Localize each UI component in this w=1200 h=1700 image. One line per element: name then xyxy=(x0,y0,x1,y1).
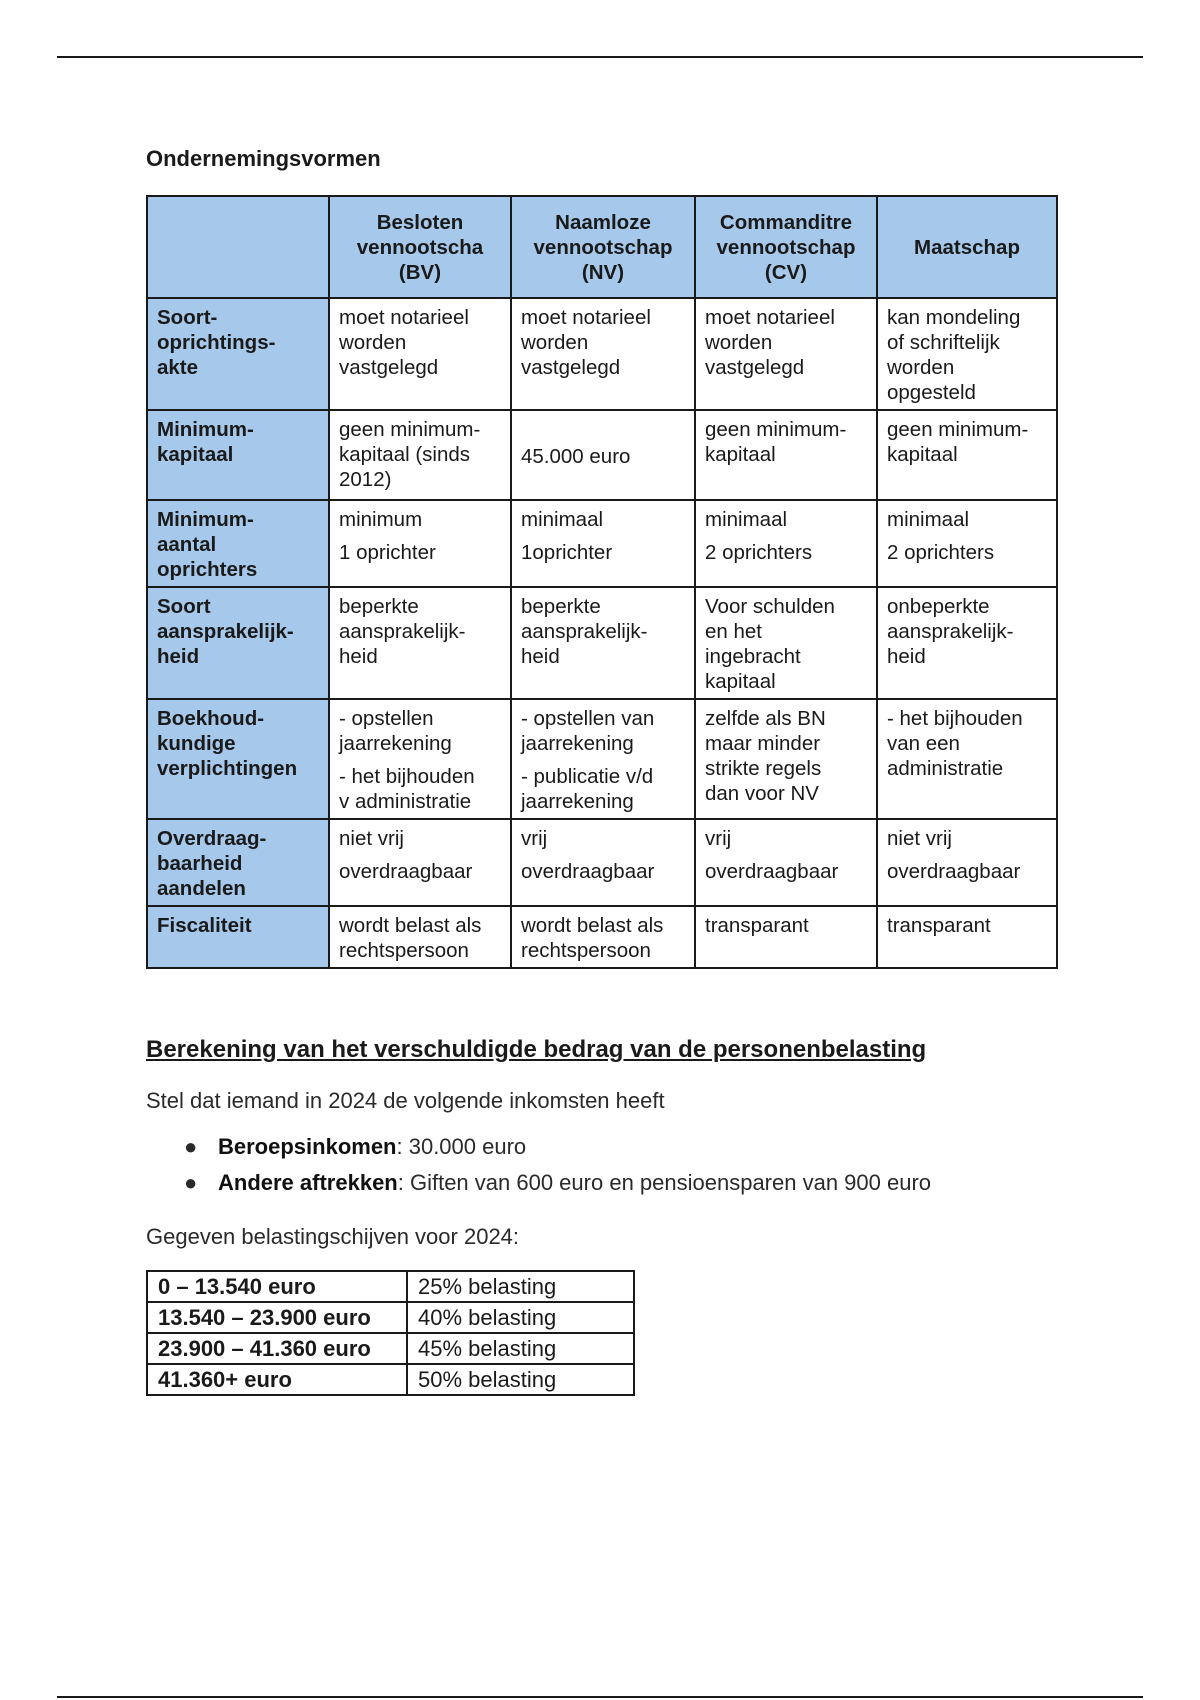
cell-text: - het bijhouden xyxy=(887,707,1023,730)
cell-text: vastgelegd xyxy=(521,356,621,379)
table-cell xyxy=(877,500,1057,587)
bottom-rule xyxy=(57,1696,1143,1698)
cell-text: 2012) xyxy=(339,468,392,491)
bracket-rate: 25% belasting xyxy=(407,1271,634,1302)
cell-text: kan mondeling xyxy=(887,306,1021,329)
row-header xyxy=(147,587,329,699)
bullet-icon: ● xyxy=(184,1170,198,1195)
table-cell xyxy=(511,819,695,906)
cell-text: heid xyxy=(887,645,926,668)
table-row xyxy=(147,819,1057,906)
calc-title: Berekening van het verschuldigde bedrag van de personenbelasting xyxy=(146,1036,927,1063)
table-row xyxy=(147,587,1057,699)
column-header-line: (CV) xyxy=(764,260,808,284)
column-header-line: Naamloze xyxy=(555,210,651,234)
cell-text: van een xyxy=(887,732,960,755)
cell-text: overdraagbaar xyxy=(887,860,1021,883)
table-cell xyxy=(695,500,877,587)
cell-text: transparant xyxy=(705,914,809,937)
row-header-line: Soort- xyxy=(157,306,218,329)
row-header-line: oprichters xyxy=(157,558,258,581)
cell-text: worden xyxy=(887,356,955,379)
cell-text: 2 oprichters xyxy=(887,541,995,564)
row-header-line: Boekhoud- xyxy=(157,707,265,730)
column-header xyxy=(329,196,511,298)
table-cell xyxy=(329,410,511,500)
cell-text: vastgelegd xyxy=(339,356,439,379)
cell-text: 2 oprichters xyxy=(705,541,813,564)
cell-text: worden xyxy=(339,331,407,354)
table-row xyxy=(147,1302,634,1333)
table-row xyxy=(147,906,1057,968)
table-cell xyxy=(329,587,511,699)
row-header-line: kundige xyxy=(157,732,236,755)
cell-text: - opstellen van xyxy=(521,707,655,730)
bullet-term: Andere aftrekken xyxy=(218,1170,398,1195)
cell-text: 1 oprichter xyxy=(339,541,436,564)
column-header xyxy=(877,196,1057,298)
row-header xyxy=(147,500,329,587)
bracket-rate: 40% belasting xyxy=(407,1302,634,1333)
table-cell xyxy=(511,699,695,819)
bracket-rate: 50% belasting xyxy=(407,1364,634,1395)
cell-text: moet notarieel xyxy=(705,306,835,329)
bracket-range: 0 – 13.540 euro xyxy=(147,1271,407,1302)
bracket-range: 13.540 – 23.900 euro xyxy=(147,1302,407,1333)
cell-text: minimaal xyxy=(705,508,788,531)
row-header xyxy=(147,410,329,500)
table-row xyxy=(147,298,1057,410)
table-cell xyxy=(877,906,1057,968)
cell-text: kapitaal xyxy=(887,443,958,466)
cell-text: vrij xyxy=(521,827,548,850)
cell-text: worden xyxy=(521,331,589,354)
row-header xyxy=(147,699,329,819)
table-cell xyxy=(329,298,511,410)
table-cell xyxy=(329,699,511,819)
cell-text: administratie xyxy=(887,757,1004,780)
cell-text: geen minimum- xyxy=(705,418,847,441)
column-header-line: Commanditre xyxy=(719,210,853,234)
cell-text: wordt belast als xyxy=(339,914,482,937)
cell-text: strikte regels xyxy=(705,757,822,780)
cell-text: geen minimum- xyxy=(887,418,1029,441)
table-cell xyxy=(695,410,877,500)
table-cell xyxy=(695,298,877,410)
forms-header-row xyxy=(147,196,1057,298)
cell-text: aansprakelijk- xyxy=(887,620,1014,643)
list-item xyxy=(146,1170,931,1206)
column-header-line: Besloten xyxy=(376,210,464,234)
table-cell xyxy=(511,298,695,410)
table-cell xyxy=(695,906,877,968)
cell-text: beperkte xyxy=(521,595,601,618)
bracket-range: 41.360+ euro xyxy=(147,1364,407,1395)
cell-text: vrij xyxy=(705,827,732,850)
table-row xyxy=(147,500,1057,587)
cell-text: overdraagbaar xyxy=(705,860,839,883)
cell-text: overdraagbaar xyxy=(339,860,473,883)
cell-text: - het bijhouden xyxy=(339,765,475,788)
cell-text: 45.000 euro xyxy=(521,444,631,468)
cell-text: 1oprichter xyxy=(521,541,613,564)
table-row xyxy=(147,1364,634,1395)
cell-text: of schriftelijk xyxy=(887,331,1000,354)
bullet-text: : 30.000 euro xyxy=(396,1134,527,1159)
column-header xyxy=(511,196,695,298)
cell-text: geen minimum- xyxy=(339,418,481,441)
cell-text: vastgelegd xyxy=(705,356,805,379)
row-header-line: verplichtingen xyxy=(157,757,298,780)
cell-text: rechtspersoon xyxy=(339,939,469,962)
column-header-line: vennootschap xyxy=(716,235,856,259)
cell-text: maar minder xyxy=(705,732,821,755)
table-row xyxy=(147,410,1057,500)
cell-text: aansprakelijk- xyxy=(339,620,466,643)
cell-text: opgesteld xyxy=(887,381,976,404)
cell-text: niet vrij xyxy=(339,827,404,850)
table-cell xyxy=(695,819,877,906)
table-row xyxy=(147,699,1057,819)
cell-text: transparant xyxy=(887,914,991,937)
table-cell xyxy=(511,410,695,500)
intro-text: Stel dat iemand in 2024 de volgende inkomsten heeft xyxy=(146,1088,665,1113)
row-header-line: oprichtings- xyxy=(157,331,276,354)
row-header-line: aandelen xyxy=(157,877,246,900)
cell-text: kapitaal (sinds xyxy=(339,443,471,466)
row-header-line: Soort xyxy=(157,595,211,618)
table-cell xyxy=(877,819,1057,906)
cell-text: wordt belast als xyxy=(521,914,664,937)
row-header-line: aansprakelijk- xyxy=(157,620,294,643)
table-cell xyxy=(695,699,877,819)
row-header-line: Overdraag- xyxy=(157,827,267,850)
column-header-line: vennootschap xyxy=(533,235,673,259)
cell-text: overdraagbaar xyxy=(521,860,655,883)
bullet-icon: ● xyxy=(184,1134,198,1159)
table-cell xyxy=(877,410,1057,500)
cell-text: aansprakelijk- xyxy=(521,620,648,643)
bullet-term: Beroepsinkomen xyxy=(218,1134,397,1159)
bracket-range: 23.900 – 41.360 euro xyxy=(147,1333,407,1364)
cell-text: worden xyxy=(705,331,773,354)
table-cell xyxy=(511,500,695,587)
cell-text: dan voor NV xyxy=(705,782,819,805)
cell-text: moet notarieel xyxy=(521,306,651,329)
cell-text: onbeperkte xyxy=(887,595,990,618)
cell-text: jaarrekening xyxy=(521,790,634,813)
bullet-text: : Giften van 600 euro en pensioensparen van 900 euro xyxy=(397,1170,932,1195)
column-header xyxy=(695,196,877,298)
cell-text: - opstellen xyxy=(339,707,434,730)
income-list xyxy=(146,1134,931,1206)
cell-text: - publicatie v/d xyxy=(521,765,654,788)
table-cell xyxy=(877,298,1057,410)
cell-text: ingebracht xyxy=(705,645,801,668)
cell-text: rechtspersoon xyxy=(521,939,651,962)
cell-text: heid xyxy=(521,645,560,668)
tax-brackets-table xyxy=(146,1270,635,1396)
cell-text: kapitaal xyxy=(705,670,776,693)
row-header xyxy=(147,906,329,968)
table-cell xyxy=(695,587,877,699)
cell-text: beperkte xyxy=(339,595,419,618)
row-header-line: Minimum- xyxy=(157,418,254,441)
row-header-line: kapitaal xyxy=(157,443,234,466)
cell-text: jaarrekening xyxy=(339,732,452,755)
cell-text: zelfde als BN xyxy=(705,707,826,730)
cell-text: minimum xyxy=(339,508,423,531)
table-row xyxy=(147,1333,634,1364)
cell-text: Voor schulden xyxy=(705,595,835,618)
cell-text: minimaal xyxy=(887,508,970,531)
table-row xyxy=(147,1271,634,1302)
table-cell xyxy=(511,587,695,699)
cell-text: moet notarieel xyxy=(339,306,469,329)
top-rule xyxy=(57,56,1143,58)
table-cell xyxy=(877,587,1057,699)
column-header-line: vennootscha xyxy=(356,235,484,259)
forms-title: Ondernemingsvormen xyxy=(146,146,381,171)
business-forms-table xyxy=(146,195,1058,969)
row-header-line: heid xyxy=(157,645,200,668)
cell-text: heid xyxy=(339,645,378,668)
table-cell xyxy=(329,819,511,906)
cell-text: minimaal xyxy=(521,508,604,531)
column-header-line: (NV) xyxy=(581,260,625,284)
cell-text: niet vrij xyxy=(887,827,952,850)
table-cell xyxy=(329,500,511,587)
bracket-rate: 45% belasting xyxy=(407,1333,634,1364)
row-header-line: aantal xyxy=(157,533,217,556)
list-item xyxy=(146,1134,931,1170)
schemes-label: Gegeven belastingschijven voor 2024: xyxy=(146,1224,520,1249)
row-header xyxy=(147,298,329,410)
row-header xyxy=(147,819,329,906)
cell-text: kapitaal xyxy=(705,443,776,466)
cell-text: jaarrekening xyxy=(521,732,634,755)
table-cell xyxy=(329,906,511,968)
column-header-line: Maatschap xyxy=(914,235,1020,259)
table-cell xyxy=(511,906,695,968)
row-header-line: Minimum- xyxy=(157,508,254,531)
row-header-line: baarheid xyxy=(157,852,243,875)
row-header-line: akte xyxy=(157,356,199,379)
table-cell xyxy=(877,699,1057,819)
column-header-line: (BV) xyxy=(398,260,442,284)
cell-text: v administratie xyxy=(339,790,472,813)
cell-text: en het xyxy=(705,620,762,643)
header-corner xyxy=(147,196,329,298)
row-header-line: Fiscaliteit xyxy=(157,914,252,937)
